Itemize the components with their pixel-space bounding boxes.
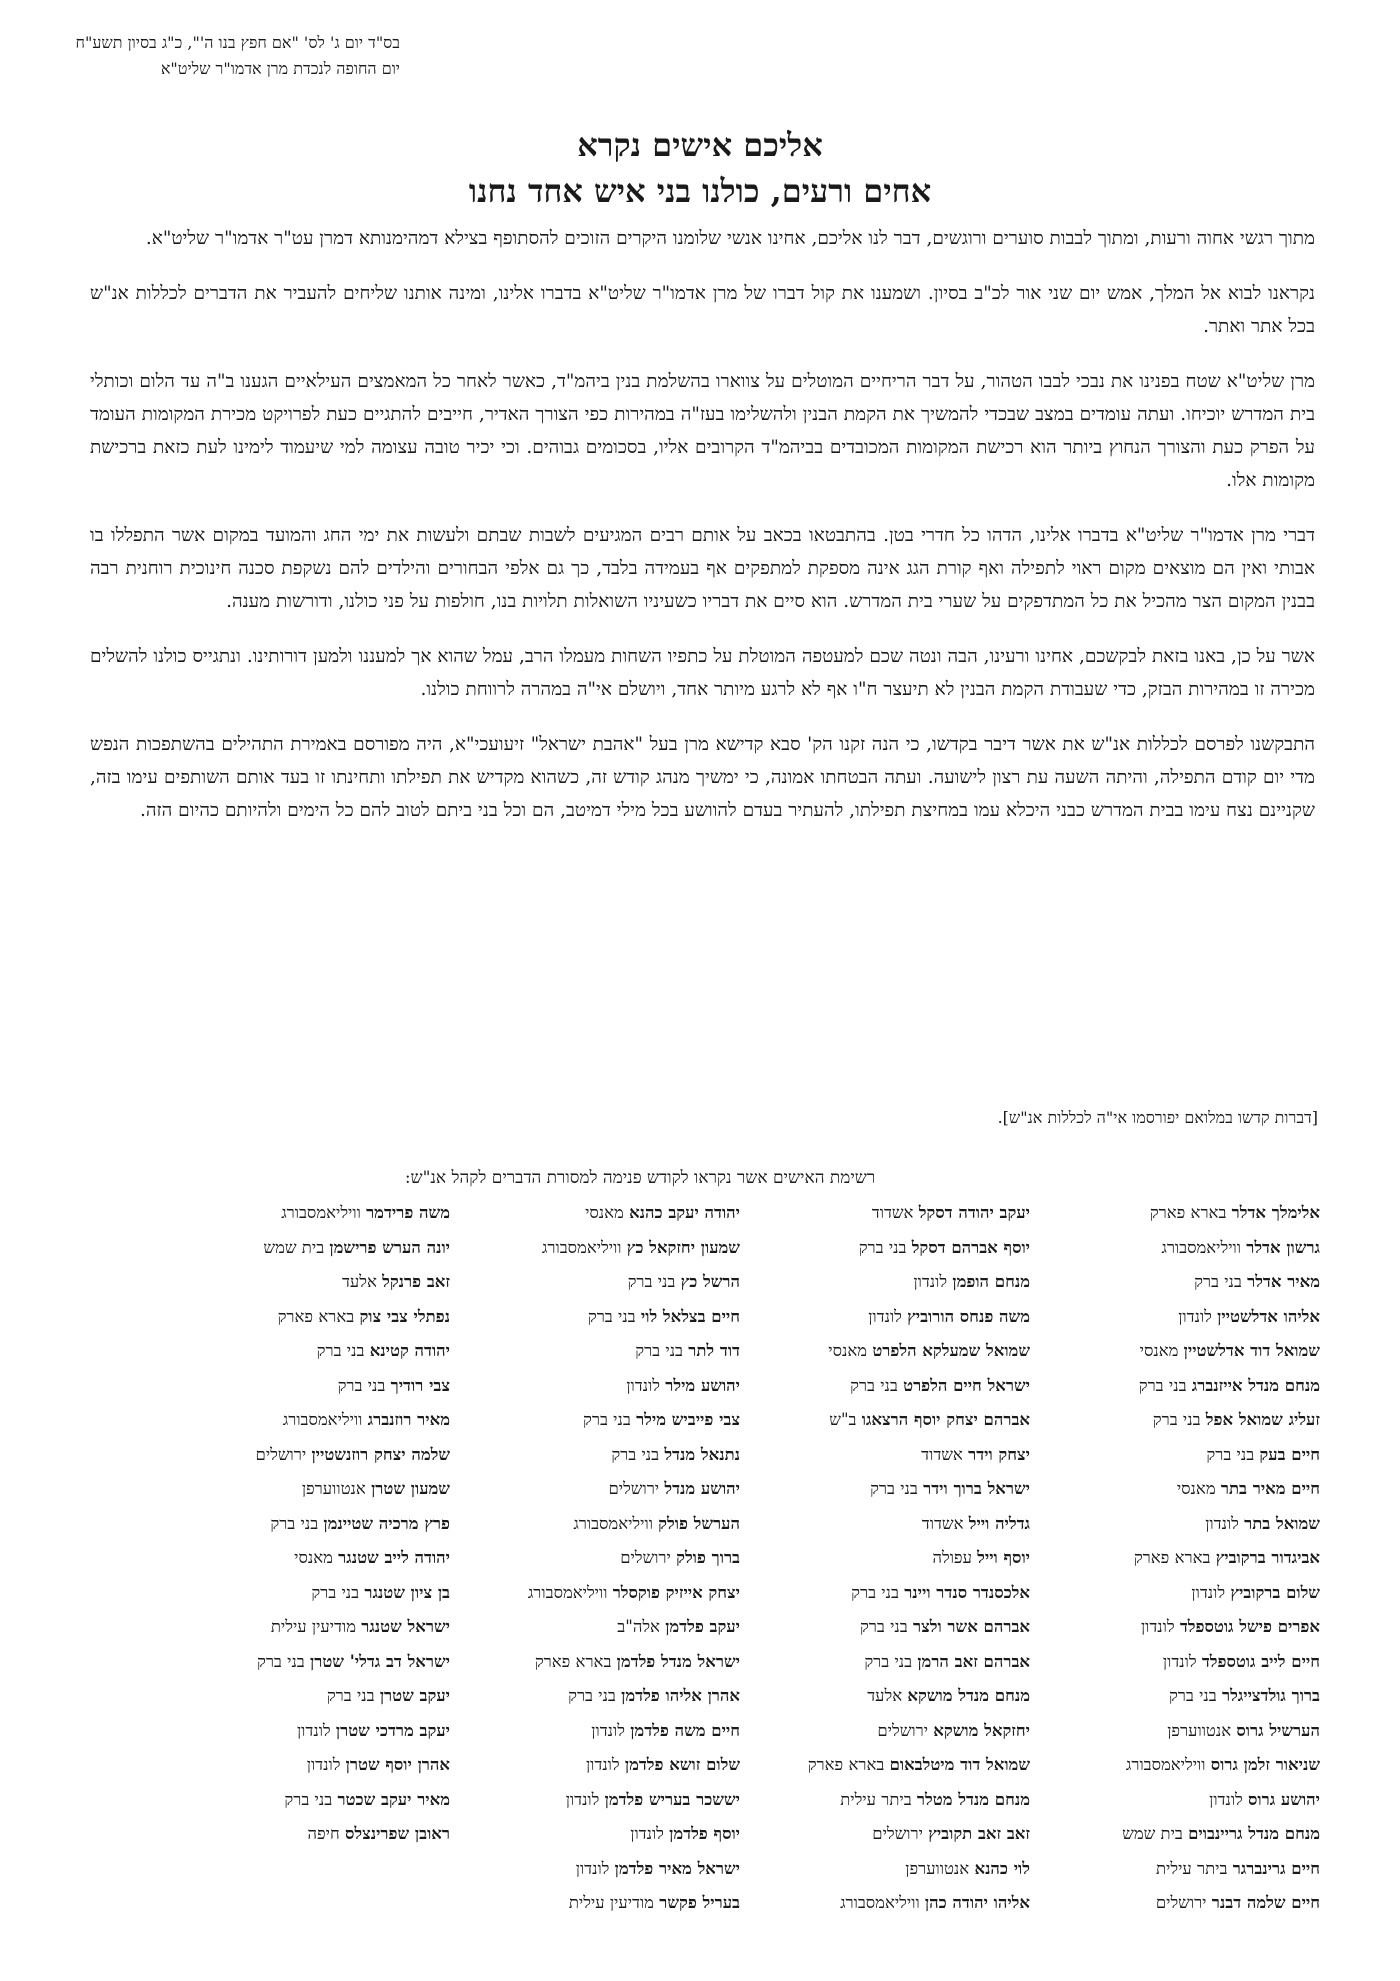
header bbox=[70, 30, 400, 82]
name-entry bbox=[740, 1265, 1030, 1300]
name-entry bbox=[1030, 1403, 1320, 1438]
title-block bbox=[0, 122, 1400, 214]
person-name: ראובן שפרינצלס bbox=[344, 1824, 450, 1843]
name-entry bbox=[450, 1334, 740, 1369]
person-location: בארא פארק bbox=[1133, 1548, 1211, 1567]
name-entry bbox=[160, 1679, 450, 1714]
person-location: מודיעין עילית bbox=[568, 1893, 654, 1912]
person-name: יהושע גרוס bbox=[1248, 1789, 1320, 1809]
name-entry bbox=[160, 1196, 450, 1231]
person-name: זאב פרנקל bbox=[382, 1272, 450, 1291]
name-entry bbox=[1030, 1886, 1320, 1921]
person-name: יעקב מרדכי שטרן bbox=[335, 1720, 450, 1740]
person-name: שניאור זלמן גרוס bbox=[1210, 1755, 1320, 1774]
person-location: אלה"ב bbox=[617, 1617, 660, 1636]
person-name: חיים לייב גוטספלד bbox=[1201, 1651, 1320, 1671]
person-name: שמואל דוד אדלשטיין bbox=[1183, 1341, 1320, 1360]
person-name: יששכר בעריש פלדמן bbox=[604, 1789, 740, 1809]
person-location: לונדון bbox=[913, 1272, 948, 1291]
person-location: ביתר עילית bbox=[1155, 1858, 1228, 1878]
person-location: בארא פארק bbox=[277, 1306, 355, 1326]
person-location: בארא פארק bbox=[534, 1651, 612, 1671]
person-name: אפרים פישל גוטספלד bbox=[1179, 1617, 1320, 1636]
name-entry bbox=[1030, 1334, 1320, 1369]
person-name: משה פרידמר bbox=[366, 1203, 450, 1222]
name-entry bbox=[450, 1265, 740, 1300]
person-location: וויליאמסבורג bbox=[527, 1582, 608, 1602]
name-entry bbox=[450, 1403, 740, 1438]
person-name: יעקב שטרן bbox=[379, 1686, 450, 1705]
person-name: אליהו יהודה כהן bbox=[924, 1893, 1030, 1912]
person-name: יצחק וידר bbox=[968, 1444, 1030, 1464]
name-entry bbox=[1030, 1645, 1320, 1680]
person-name: אלכסנדר סנדר ויינר bbox=[904, 1582, 1030, 1602]
name-entry bbox=[740, 1472, 1030, 1507]
person-name: יהודה קטינא bbox=[369, 1341, 450, 1360]
person-location: בני ברק bbox=[1152, 1410, 1201, 1429]
name-entry bbox=[160, 1472, 450, 1507]
name-entry bbox=[450, 1714, 740, 1749]
person-location: לונדון bbox=[565, 1789, 600, 1809]
person-location: בארא פארק bbox=[807, 1755, 885, 1774]
person-name: צבי רודיך bbox=[390, 1375, 450, 1395]
name-entry bbox=[740, 1196, 1030, 1231]
name-entry bbox=[740, 1541, 1030, 1576]
letter-body bbox=[90, 222, 1315, 849]
person-name: אברהם אשר ולצר bbox=[913, 1617, 1030, 1636]
person-name: שמואל בתר bbox=[1244, 1513, 1320, 1533]
person-location: וויליאמסבורג bbox=[840, 1893, 920, 1912]
person-location: בני ברק bbox=[316, 1341, 365, 1360]
person-name: שמואל שמעלקא הלפרט bbox=[872, 1341, 1030, 1360]
person-location: אשדוד bbox=[921, 1513, 964, 1533]
person-location: בני ברק bbox=[284, 1789, 333, 1809]
person-location: בני ברק bbox=[1138, 1375, 1187, 1395]
person-location: לונדון bbox=[585, 1755, 620, 1774]
person-location: מאנסי bbox=[828, 1341, 868, 1360]
name-entry bbox=[740, 1507, 1030, 1542]
person-location: בני ברק bbox=[1194, 1272, 1242, 1291]
name-entry bbox=[740, 1679, 1030, 1714]
person-location: לונדון bbox=[1162, 1651, 1197, 1671]
name-entry bbox=[1030, 1300, 1320, 1335]
name-entry bbox=[450, 1369, 740, 1404]
name-entry bbox=[160, 1300, 450, 1335]
person-location: ירושלים bbox=[877, 1720, 929, 1740]
person-name: שמעון יחזקאל כץ bbox=[626, 1237, 740, 1257]
person-location: לונדון bbox=[1205, 1513, 1239, 1533]
name-entry bbox=[1030, 1852, 1320, 1887]
person-location: וויליאמסבורג bbox=[282, 1410, 363, 1429]
person-name: יונה הערש פרישמן bbox=[329, 1237, 450, 1257]
person-name: יעקב יהודה דסקל bbox=[918, 1203, 1030, 1222]
paragraph: דברי מרן אדמו"ר שליט"א בדברו אלינו, הדהו כל חדרי בטן. בהתבטאו בכאב על אותם רבים המגיעים לשבות שבתם ולעשות את ימי החג והמועד במקום אשר התפללו בו אבותי ואין הם מוצאים מקום ראוי לתפילה ואף קורת הגג אינה מספקת למתפקים אף בעמידה בלבד, כך גם אלפי הבחורים והילדים להם נשקפת סכנה חינוכית רוחנית רבה בבנין המקום הצר מהכיל את כל המתדפקים על שערי בית המדרש. הוא סיים את דבריו כשעיניו השואלות תלויות בנו, חולפות על פני כולנו, ודורשות מענה. bbox=[90, 525, 1315, 612]
person-location: וויליאמסבורג bbox=[1125, 1755, 1206, 1774]
person-name: מנחם מנדל אייזנברג bbox=[1191, 1375, 1320, 1395]
person-location: לונדון bbox=[575, 1858, 610, 1878]
name-entry bbox=[450, 1817, 740, 1852]
person-location: בני ברק bbox=[870, 1479, 918, 1498]
person-location: אשדוד bbox=[921, 1444, 963, 1464]
name-entry bbox=[160, 1748, 450, 1783]
paragraph: נקראנו לבוא אל המלך, אמש יום שני אור לכ"ב בסיון. ושמענו את קול דברו של מרן אדמו"ר שליט"א בדברו אלינו, ומינה אותנו שליחים להעביר את הדברים לכללות אנ"ש בכל אתר ואתר. bbox=[90, 283, 1315, 337]
person-location: בני ברק bbox=[311, 1582, 360, 1602]
name-entry bbox=[740, 1576, 1030, 1611]
person-name: חיים שלמה דבנר bbox=[1211, 1893, 1320, 1912]
person-location: לונדון bbox=[630, 1824, 664, 1843]
name-entry bbox=[740, 1231, 1030, 1266]
person-name: גרשון אדלר bbox=[1246, 1237, 1320, 1257]
person-location: בני ברק bbox=[1168, 1686, 1217, 1705]
person-location: בית שמש bbox=[1122, 1824, 1183, 1843]
name-entry bbox=[740, 1438, 1030, 1473]
person-name: לוי כהנא bbox=[974, 1858, 1030, 1878]
person-location: ירושלים bbox=[255, 1444, 307, 1464]
person-location: וויליאמסבורג bbox=[573, 1513, 653, 1533]
person-name: מאיר יעקב שכטר bbox=[337, 1789, 450, 1809]
person-location: בני ברק bbox=[851, 1582, 899, 1602]
name-entry bbox=[450, 1196, 740, 1231]
header-occasion-line: יום החופה לנכדת מרן אדמו"ר שליט"א bbox=[160, 59, 400, 78]
person-location: ירושלים bbox=[608, 1479, 660, 1498]
person-location: אשדוד bbox=[871, 1203, 914, 1222]
name-entry bbox=[1030, 1265, 1320, 1300]
person-location: בני ברק bbox=[326, 1686, 375, 1705]
person-location: בני ברק bbox=[583, 1410, 631, 1429]
person-name: מנחם הופמן bbox=[952, 1272, 1030, 1291]
title-line-2: אחים ורעים, כולנו בני איש אחד נחנו bbox=[468, 172, 932, 210]
person-name: אברהם יצחק יוסף הרצאגו bbox=[861, 1410, 1030, 1429]
person-name: חיים מאיר בתר bbox=[1220, 1479, 1320, 1498]
person-name: זעליג שמואל אפל bbox=[1205, 1410, 1320, 1429]
name-entry bbox=[450, 1748, 740, 1783]
person-name: אליהו אדלשטיין bbox=[1217, 1306, 1320, 1326]
person-location: בני ברק bbox=[627, 1272, 676, 1291]
person-location: בית שמש bbox=[263, 1237, 325, 1257]
person-name: משה פנחס הורוביץ bbox=[907, 1306, 1030, 1326]
person-location: לונדון bbox=[1178, 1306, 1212, 1326]
name-entry bbox=[450, 1576, 740, 1611]
name-entry bbox=[1030, 1196, 1320, 1231]
name-entry bbox=[1030, 1231, 1320, 1266]
person-location: חיפה bbox=[307, 1824, 340, 1843]
person-location: בני ברק bbox=[850, 1375, 898, 1395]
paragraph: אשר על כן, באנו בזאת לבקשכם, אחינו ורעינו, הבה ונטה שכם למעטפה המוטלת על כתפיו השחות מעמלו הרב, עמל שהוא אך למעננו ולמען דורותינו. ונתגייס כולנו להשלים מכירה זו במהירות הבזק, כדי שעבודת הקמת הבנין לא תיעצר ח"ו אף לא לרגע מיותר אחד, ויושלם אי"ה במהרה לרווחת כולנו. bbox=[90, 646, 1315, 700]
person-name: יעקב פלדמן bbox=[665, 1617, 740, 1636]
person-location: בני ברק bbox=[1206, 1444, 1255, 1464]
name-entry bbox=[1030, 1748, 1320, 1783]
person-name: צבי פייביש מילר bbox=[636, 1410, 740, 1429]
person-name: חיים בעק bbox=[1259, 1444, 1320, 1464]
person-location: מאנסי bbox=[1139, 1341, 1179, 1360]
person-location: בני ברק bbox=[864, 1651, 913, 1671]
person-name: ישראל שטנגר bbox=[361, 1617, 450, 1636]
person-name: יהודה לייב שטנגר bbox=[338, 1548, 450, 1567]
name-entry bbox=[740, 1645, 1030, 1680]
person-name: שמואל דוד מיטלבאום bbox=[889, 1755, 1030, 1774]
person-location: וויליאמסבורג bbox=[281, 1203, 361, 1222]
name-entry bbox=[740, 1783, 1030, 1818]
person-location: ביתר עילית bbox=[840, 1789, 912, 1809]
name-entry bbox=[160, 1507, 450, 1542]
name-entry bbox=[160, 1645, 450, 1680]
person-name: נתנאל מנדל bbox=[664, 1444, 740, 1464]
name-entry bbox=[1030, 1714, 1320, 1749]
person-location: אלעד bbox=[867, 1686, 903, 1705]
person-location: לונדון bbox=[296, 1720, 331, 1740]
person-location: בני ברק bbox=[859, 1617, 908, 1636]
person-name: יוסף וייל bbox=[977, 1548, 1030, 1567]
person-location: בני ברק bbox=[635, 1341, 684, 1360]
person-location: אנטווערפן bbox=[1167, 1720, 1232, 1740]
name-entry bbox=[1030, 1679, 1320, 1714]
person-name: ישראל דב גדלי' שטרן bbox=[310, 1651, 450, 1671]
person-location: לונדון bbox=[591, 1720, 625, 1740]
name-entry bbox=[740, 1886, 1030, 1921]
person-name: אברהם זאב הרמן bbox=[917, 1651, 1030, 1671]
names-list-title: רשימת האישים אשר נקראו לקודש פנימה למסורת הדברים לקהל אנ"ש: bbox=[404, 1168, 876, 1188]
person-location: בני ברק bbox=[587, 1306, 636, 1326]
name-entry bbox=[1030, 1472, 1320, 1507]
person-location: מודיעין עילית bbox=[270, 1617, 356, 1636]
person-name: אהרן אליהו פלדמן bbox=[621, 1686, 740, 1705]
person-name: אהרן יוסף שטרן bbox=[345, 1755, 450, 1774]
person-name: בן ציון שטנגר bbox=[364, 1582, 450, 1602]
name-entry bbox=[160, 1576, 450, 1611]
person-name: יהודה יעקב כהנא bbox=[629, 1203, 740, 1222]
person-location: עפולה bbox=[932, 1548, 972, 1567]
name-entry bbox=[160, 1714, 450, 1749]
name-entry bbox=[160, 1334, 450, 1369]
name-entry bbox=[1030, 1369, 1320, 1404]
person-name: יוסף פלדמן bbox=[669, 1824, 740, 1843]
person-location: בארא פארק bbox=[1149, 1203, 1227, 1222]
person-name: ישראל מאיר פלדמן bbox=[614, 1858, 740, 1878]
name-entry bbox=[160, 1403, 450, 1438]
person-name: גדליה וייל bbox=[968, 1513, 1030, 1533]
header-date-line: בס"ד יום ג' לס' "אם חפץ בנו ה'", כ"ג בסיון תשע"ח bbox=[75, 33, 400, 52]
name-entry bbox=[160, 1817, 450, 1852]
person-location: ירושלים bbox=[872, 1824, 923, 1843]
name-entry bbox=[450, 1541, 740, 1576]
name-entry bbox=[450, 1300, 740, 1335]
person-name: הערשל פולק bbox=[658, 1513, 740, 1533]
name-entry bbox=[740, 1714, 1030, 1749]
person-name: יוסף אברהם דסקל bbox=[911, 1237, 1030, 1257]
name-entry bbox=[1030, 1438, 1320, 1473]
person-name: ישראל ברוך וידר bbox=[923, 1479, 1030, 1498]
name-entry bbox=[740, 1334, 1030, 1369]
name-entry bbox=[450, 1610, 740, 1645]
person-location: בני ברק bbox=[568, 1686, 616, 1705]
paragraph: מתוך רגשי אחוה ורעות, ומתוך לבבות סוערים ורוגשים, דבר לנו אליכם, אחינו אנשי שלומנו היקרים הזוכים להסתופף בצילא דמהימנותא דמרן עט"ר אדמו"ר שליט"א. bbox=[145, 228, 1315, 249]
person-name: ברוך פולק bbox=[676, 1548, 740, 1567]
person-location: ב"ש bbox=[829, 1410, 857, 1429]
person-location: וויליאמסבורג bbox=[1161, 1237, 1241, 1257]
name-entry bbox=[450, 1438, 740, 1473]
name-entry bbox=[450, 1852, 740, 1887]
name-entry bbox=[450, 1507, 740, 1542]
name-entry bbox=[160, 1541, 450, 1576]
name-entry bbox=[450, 1231, 740, 1266]
person-location: לונדון bbox=[1140, 1617, 1175, 1636]
name-entry bbox=[1030, 1817, 1320, 1852]
person-name: מנחם מנדל מושקא bbox=[907, 1686, 1030, 1705]
person-name: מאיר אדלר bbox=[1247, 1272, 1320, 1291]
person-location: לונדון bbox=[1209, 1789, 1243, 1809]
person-name: הערשיל גרוס bbox=[1236, 1720, 1320, 1740]
paragraph: התבקשנו לפרסם לכללות אנ"ש את אשר דיבר בקדשו, כי הנה זקנו הק' סבא קדישא מרן בעל "אהבת ישראל" זיעועכי"א, היה מפורסם באמירת התהילים בהשתפכות הנפש מדי יום קודם התפילה, והיתה השעה עת רצון לישועה. ועתה הבטחתו אמונה, כי ימשיך מנהג קודש זה, כשהוא מקדיש את תפילתו ותחינתו זו בעד אותם השותפים עימו בזה, שקניינם נצח עימו בבית המדרש כבני היכלא עמו במחיצת תפילתו, להעתיר בעדם להוושע בכל מילי דמיטב, הם וכל בני ביתם לטוב להם כל הימים ולהיותם כהיום הזה. bbox=[90, 734, 1315, 821]
name-entry bbox=[160, 1265, 450, 1300]
names-column bbox=[450, 1196, 740, 1956]
name-entry bbox=[740, 1403, 1030, 1438]
person-name: אביגדור ברקוביץ bbox=[1215, 1548, 1320, 1567]
person-location: ירושלים bbox=[620, 1548, 671, 1567]
name-entry bbox=[740, 1300, 1030, 1335]
person-name: ברוך גולדצייגלר bbox=[1221, 1686, 1320, 1705]
name-entry bbox=[160, 1783, 450, 1818]
person-location: אנטווערפן bbox=[301, 1479, 366, 1498]
person-name: אלימלך אדלר bbox=[1231, 1203, 1320, 1222]
person-location: בני ברק bbox=[256, 1651, 305, 1671]
name-entry bbox=[160, 1231, 450, 1266]
person-name: יצחק אייזיק פוקסלר bbox=[612, 1582, 740, 1602]
person-name: דוד לתר bbox=[688, 1341, 740, 1360]
name-entry bbox=[740, 1817, 1030, 1852]
name-entry bbox=[450, 1679, 740, 1714]
person-location: בני ברק bbox=[858, 1237, 907, 1257]
person-name: חיים בצלאל לוי bbox=[640, 1306, 740, 1326]
person-name: מנחם מנדל מטלר bbox=[916, 1789, 1030, 1809]
person-location: לונדון bbox=[868, 1306, 902, 1326]
person-name: זאב זאב תקוביץ bbox=[928, 1824, 1030, 1843]
person-name: ישראל מנדל פלדמן bbox=[616, 1651, 740, 1671]
person-name: חיים משה פלדמן bbox=[630, 1720, 740, 1740]
person-name: שמעון שטרן bbox=[371, 1479, 450, 1498]
name-entry bbox=[450, 1783, 740, 1818]
name-entry bbox=[1030, 1507, 1320, 1542]
person-name: בעריל פקשר bbox=[659, 1893, 740, 1912]
title-line-1: אליכם אישים נקרא bbox=[577, 126, 823, 164]
name-entry bbox=[740, 1852, 1030, 1887]
names-column bbox=[160, 1196, 450, 1956]
person-name: יהושע מנדל bbox=[664, 1479, 740, 1498]
person-name: מנחם מנדל גריינבוים bbox=[1188, 1824, 1320, 1843]
person-name: יהושע מילר bbox=[665, 1375, 740, 1395]
paragraph: מרן שליט"א שטח בפנינו את נבכי לבבו הטהור, על דבר הריחיים המוטלים על צווארו בהשלמת בנין ביהמ"ד, כאשר לאחר כל המאמצים העילאיים הגענו ב"ה עד הלום וכותלי בית המדרש יוכיחו. ועתה עומדים במצב שבכדי להמשיך את הקמת הבנין ולהשלימו בעז"ה במהירות כפי הצורך האדיר, חייבים להתגיים כעת לפרויקט מכירת המקומות העומד על הפרק כעת והצורך הנחוץ ביותר הוא רכישת המקומות המכובדים בביהמ"ד הקרובים אליו, בסכומים גבוהים. וכי יכיר טובה עצומה למי שיעמוד לימינו לעת כזאת ברכישת מקומות אלו. bbox=[90, 371, 1315, 491]
person-name: מאיר רוזנברג bbox=[367, 1410, 450, 1429]
person-location: לונדון bbox=[306, 1755, 341, 1774]
person-name: שלום ברקוביץ bbox=[1230, 1582, 1320, 1602]
person-location: ירושלים bbox=[1155, 1893, 1207, 1912]
person-name: הרשל כץ bbox=[680, 1272, 740, 1291]
person-location: בני ברק bbox=[611, 1444, 660, 1464]
person-name: שלמה יצחק רוזנשטיין bbox=[311, 1444, 450, 1464]
name-entry bbox=[450, 1645, 740, 1680]
names-column bbox=[1030, 1196, 1320, 1956]
person-name: פרץ מרכיה שטיינמן bbox=[323, 1513, 450, 1533]
person-name: ישראל חיים הלפרט bbox=[903, 1375, 1030, 1395]
person-location: וויליאמסבורג bbox=[541, 1237, 622, 1257]
name-entry bbox=[1030, 1541, 1320, 1576]
name-entry bbox=[160, 1610, 450, 1645]
name-entry bbox=[450, 1472, 740, 1507]
name-entry bbox=[740, 1369, 1030, 1404]
person-location: אנטווערפן bbox=[905, 1858, 970, 1878]
name-entry bbox=[1030, 1783, 1320, 1818]
person-name: נפתלי צבי צוק bbox=[359, 1306, 450, 1326]
names-column bbox=[740, 1196, 1030, 1956]
name-entry bbox=[740, 1748, 1030, 1783]
person-name: שלום זושא פלדמן bbox=[624, 1755, 740, 1774]
person-location: מאנסי bbox=[1176, 1479, 1216, 1498]
name-entry bbox=[160, 1438, 450, 1473]
person-location: אלעד bbox=[341, 1272, 377, 1291]
name-entry bbox=[1030, 1576, 1320, 1611]
name-entry bbox=[740, 1610, 1030, 1645]
person-location: מאנסי bbox=[294, 1548, 333, 1567]
publication-note: [דברות קדשו במלואם יפורסמו אי"ה לכללות אנ"ש]. bbox=[997, 1108, 1318, 1127]
person-location: בני ברק bbox=[337, 1375, 386, 1395]
person-location: מאנסי bbox=[585, 1203, 624, 1222]
name-entry bbox=[1030, 1610, 1320, 1645]
person-location: בני ברק bbox=[270, 1513, 319, 1533]
person-location: לונדון bbox=[626, 1375, 661, 1395]
person-location: לונדון bbox=[1191, 1582, 1226, 1602]
name-entry bbox=[160, 1369, 450, 1404]
person-name: חיים גרינברגר bbox=[1232, 1858, 1320, 1878]
name-entry bbox=[450, 1886, 740, 1921]
person-name: יחזקאל מושקא bbox=[933, 1720, 1030, 1740]
names-list bbox=[160, 1196, 1320, 1956]
